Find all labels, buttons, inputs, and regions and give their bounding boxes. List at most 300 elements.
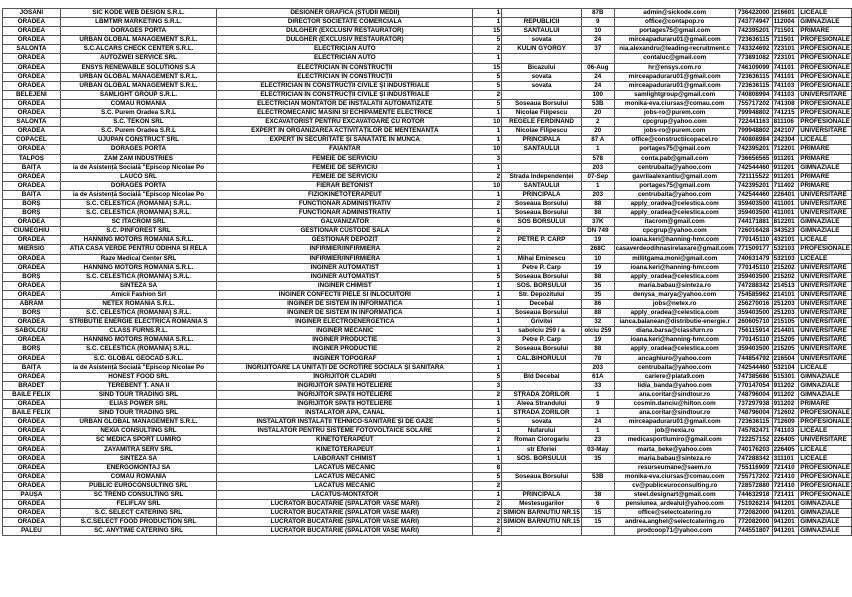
cell-locality[interactable]: JOSANI <box>3 9 61 18</box>
cell-education-level[interactable]: UNIVERSITARE <box>799 345 852 354</box>
cell-occupation[interactable]: FEMEIE DE SERVICIU <box>217 163 473 172</box>
cell-street-number[interactable]: 19 <box>581 236 614 245</box>
cell-cor-code[interactable]: 711402 <box>772 181 799 190</box>
cell-email[interactable]: apply_oradea@celestica.com <box>614 199 735 208</box>
cell-street-number[interactable] <box>581 527 614 536</box>
cell-locality[interactable]: BORȘ <box>3 345 61 354</box>
cell-phone[interactable]: 742395201 <box>735 181 772 190</box>
cell-locality[interactable]: ORADEA <box>3 472 61 481</box>
cell-cor-code[interactable]: 723101 <box>772 45 799 54</box>
cell-street-number[interactable]: 37 <box>581 45 614 54</box>
cell-locality[interactable]: ORADEA <box>3 172 61 181</box>
cell-cor-code[interactable]: 214401 <box>772 327 799 336</box>
cell-street[interactable]: SANTAULUI <box>502 181 582 190</box>
cell-vacancies[interactable]: 3 <box>473 381 502 390</box>
cell-employer[interactable]: URBAN GLOBAL MANAGEMENT S.R.L. <box>60 72 216 81</box>
cell-locality[interactable]: SALONTA <box>3 45 61 54</box>
cell-cor-code[interactable]: 941201 <box>772 500 799 509</box>
cell-email[interactable]: jobs-ro@purem.com <box>614 127 735 136</box>
cell-cor-code[interactable]: 311101 <box>772 454 799 463</box>
cell-locality[interactable]: ORADEA <box>3 500 61 509</box>
cell-street[interactable]: PETRE P. CARP <box>502 236 582 245</box>
cell-street-number[interactable]: 87 A <box>581 136 614 145</box>
cell-vacancies[interactable]: 1 <box>473 363 502 372</box>
cell-email[interactable]: apply_oradea@celestica.com <box>614 345 735 354</box>
cell-phone[interactable]: 755717202 <box>735 472 772 481</box>
cell-vacancies[interactable]: 1 <box>473 9 502 18</box>
cell-phone[interactable]: 736422000 <box>735 9 772 18</box>
cell-street-number[interactable]: 20 <box>581 109 614 118</box>
cell-street-number[interactable]: 15 <box>581 518 614 527</box>
cell-email[interactable]: resurseumane@saem.ro <box>614 463 735 472</box>
cell-employer[interactable]: SINTEZA SA <box>60 281 216 290</box>
cell-occupation[interactable]: INGINER ELECTROENERGETICA <box>217 318 473 327</box>
cell-street-number[interactable]: 03-May <box>581 445 614 454</box>
cell-education-level[interactable]: PROFESIONALE <box>800 481 850 489</box>
cell-email[interactable]: ianca.balanean@distributie-energie.r <box>614 318 735 327</box>
cell-employer[interactable]: S.C. Purem Oradea S.R.L <box>60 127 216 136</box>
cell-education-level[interactable]: GIMNAZIALE <box>799 218 852 227</box>
cell-cor-code[interactable]: 911201 <box>772 172 799 181</box>
cell-education-level[interactable]: PROFESIONALE <box>800 81 850 89</box>
cell-education-level[interactable]: GIMNAZIALE <box>799 18 852 27</box>
cell-occupation[interactable]: ÎNGRIJITOR SPAȚII HOTELIERE <box>217 390 473 399</box>
cell-vacancies[interactable]: 2 <box>473 509 502 518</box>
cell-education-level[interactable]: GIMNAZIALE <box>799 518 852 527</box>
cell-occupation[interactable]: EXPERT ÎN SECURITATE ȘI SĂNĂTATE ÎN MUNCĂ <box>217 136 473 145</box>
cell-cor-code[interactable]: 712609 <box>772 418 799 427</box>
cell-education-level[interactable]: LICEALE <box>799 427 852 436</box>
cell-education-level[interactable]: PROFESIONALE <box>800 36 850 44</box>
cell-street-number[interactable]: 9 <box>581 18 614 27</box>
cell-education-level[interactable]: GIMNAZIALE <box>799 500 852 509</box>
cell-vacancies[interactable]: 2 <box>473 436 502 445</box>
cell-occupation[interactable]: ELECTRICIAN ÎN CONSTRUCȚII CIVILE ȘI INDUSTRIALE <box>217 90 473 99</box>
cell-cor-code[interactable]: 251203 <box>772 309 799 318</box>
cell-street-number[interactable]: 06-Aug <box>581 63 614 72</box>
cell-vacancies[interactable]: 1 <box>473 300 502 309</box>
cell-education-level[interactable]: LICEALE <box>799 254 852 263</box>
cell-occupation[interactable]: FEMEIE DE SERVICIU <box>217 154 473 163</box>
cell-street-number[interactable]: 53B <box>581 99 614 108</box>
cell-phone[interactable]: 770145110 <box>735 336 772 345</box>
cell-street-number[interactable]: 1 <box>581 409 614 418</box>
cell-street[interactable]: Nicolae Filipescu <box>502 127 582 136</box>
cell-employer[interactable]: SINTEZA SA <box>60 454 216 463</box>
cell-occupation[interactable]: FUNCTIONAR ADMINISTRATIV <box>217 209 473 218</box>
cell-vacancies[interactable]: 1 <box>473 445 502 454</box>
cell-email[interactable]: ancaghiuro@yahoo.com <box>614 354 735 363</box>
cell-locality[interactable]: ORADEA <box>3 181 61 190</box>
cell-employer[interactable]: DORAGES PORTA <box>60 145 216 154</box>
cell-street[interactable]: sovata <box>502 72 582 81</box>
cell-education-level[interactable]: PROFESIONALE <box>800 99 850 107</box>
cell-street[interactable] <box>502 9 582 18</box>
cell-phone[interactable]: 723636115 <box>735 72 772 81</box>
cell-street-number[interactable]: 88 <box>581 272 614 281</box>
cell-education-level[interactable]: PROFESIONALE <box>800 245 850 253</box>
cell-employer[interactable]: S.C. CELESTICA (ROMANIA) S.R.L. <box>60 199 216 208</box>
cell-cor-code[interactable]: 712201 <box>772 145 799 154</box>
cell-phone[interactable]: 770145110 <box>735 263 772 272</box>
cell-occupation[interactable]: LUCRATOR BUCATARIE (SPALATOR VASE MARI) <box>217 509 473 518</box>
cell-education-level[interactable]: LICEALE <box>799 454 852 463</box>
cell-employer[interactable]: S.C. Purem Oradea S.R.L <box>60 109 216 118</box>
cell-street[interactable]: SIMION BARNUTIU NR.15 <box>503 518 580 526</box>
cell-street-number[interactable]: 268C <box>581 245 614 254</box>
cell-employer[interactable]: S.C. SELECT CATERING SRL <box>60 509 216 518</box>
cell-street-number[interactable]: 78 <box>581 354 614 363</box>
cell-cor-code[interactable]: 515301 <box>772 372 799 381</box>
cell-phone[interactable]: 754585962 <box>735 290 772 299</box>
cell-employer[interactable]: S.C. CELESTICA (ROMANIA) S.R.L. <box>60 309 216 318</box>
cell-employer[interactable]: COMAU ROMANIA <box>60 99 216 108</box>
cell-vacancies[interactable]: 3 <box>473 336 502 345</box>
cell-occupation[interactable]: INGINER AUTOMATIST <box>217 263 473 272</box>
cell-employer[interactable]: ZAM ZAM INDUSTRIES <box>60 154 216 163</box>
cell-email[interactable]: gavrilaalexantiu@gmail.com <box>614 172 735 181</box>
cell-education-level[interactable]: UNIVERSITARE <box>799 290 852 299</box>
cell-cor-code[interactable]: 741101 <box>772 63 799 72</box>
cell-vacancies[interactable]: 10 <box>473 145 502 154</box>
cell-street[interactable]: Soseaua Borsului <box>502 199 582 208</box>
cell-occupation[interactable]: FEMEIE DE SERVICIU <box>217 172 473 181</box>
cell-email[interactable]: ana.coritar@sindtour.ro <box>614 390 735 399</box>
cell-street-number[interactable]: 578 <box>581 154 614 163</box>
cell-street-number[interactable]: 07-Sep <box>581 172 614 181</box>
cell-cor-code[interactable]: 532103 <box>772 254 799 263</box>
cell-occupation[interactable]: INGINER TOPOGRAF <box>217 354 473 363</box>
cell-vacancies[interactable]: 15 <box>473 27 502 36</box>
cell-street[interactable]: Soseaua Borsului <box>502 345 582 354</box>
cell-email[interactable]: ioana.keri@hanning-hmr.com <box>614 236 735 245</box>
cell-locality[interactable]: PALEU <box>3 527 61 536</box>
cell-occupation[interactable]: FAIANTAR <box>217 145 473 154</box>
cell-email[interactable]: centrubaita@yahoo.com <box>614 163 735 172</box>
cell-employer[interactable]: URBAN GLOBAL MANAGEMENT S.R.L. <box>60 81 216 90</box>
cell-occupation[interactable]: INGINER MECANIC <box>217 327 473 336</box>
cell-street-number[interactable] <box>581 463 614 472</box>
cell-email[interactable]: office@contapop.ro <box>614 18 735 27</box>
cell-phone[interactable]: 723636115 <box>735 36 772 45</box>
cell-street[interactable]: sovata <box>502 418 582 427</box>
cell-locality[interactable]: ORADEA <box>3 99 61 108</box>
cell-cor-code[interactable]: 911202 <box>772 381 799 390</box>
cell-phone[interactable]: 770147054 <box>735 381 772 390</box>
cell-occupation[interactable]: GESTIONAR CUSTODE SALA <box>217 227 473 236</box>
cell-locality[interactable]: ORADEA <box>3 27 61 36</box>
cell-email[interactable]: monika-eva.ciursas@comau.com <box>614 99 735 108</box>
cell-occupation[interactable]: INFIRMIER/INFIRMIERA <box>217 254 473 263</box>
cell-street[interactable]: str Eforiei <box>502 445 582 454</box>
cell-street-number[interactable]: 32 <box>581 318 614 327</box>
cell-phone[interactable]: 772082000 <box>735 518 772 527</box>
cell-cor-code[interactable]: 721410 <box>772 481 799 490</box>
cell-occupation[interactable]: INGINER DE SISTEM ÎN INFORMATICĂ <box>217 300 473 309</box>
cell-phone[interactable]: 745782471 <box>735 427 772 436</box>
cell-cor-code[interactable]: 242304 <box>772 136 799 145</box>
cell-employer[interactable]: HANNING MOTORS ROMANIA S.R.L. <box>60 263 216 272</box>
cell-street[interactable]: SOS BORSULUI <box>502 218 582 227</box>
cell-locality[interactable]: BĂILE FELIX <box>3 390 61 399</box>
cell-street-number[interactable]: 86 <box>581 300 614 309</box>
cell-occupation[interactable]: INSTALATOR INSTALAȚII TEHNICO-SANITARE ȘI DE GAZE <box>217 418 473 427</box>
cell-street[interactable]: Mestesugarilor <box>502 500 582 509</box>
cell-phone[interactable]: 740808994 <box>735 90 772 99</box>
cell-vacancies[interactable]: 2 <box>473 390 502 399</box>
cell-street-number[interactable]: 88 <box>581 209 614 218</box>
cell-education-level[interactable]: PRIMARE <box>799 400 852 409</box>
cell-phone[interactable]: 772082000 <box>735 509 772 518</box>
cell-locality[interactable]: ORADEA <box>3 236 61 245</box>
cell-phone[interactable]: 742395201 <box>735 27 772 36</box>
cell-occupation[interactable]: INGINER CHIMIST <box>217 281 473 290</box>
cell-street[interactable]: CAL.BIHORULUI <box>502 354 582 363</box>
cell-vacancies[interactable]: 5 <box>473 418 502 427</box>
cell-email[interactable]: lidia_banda@yahoo.com <box>614 381 735 390</box>
cell-cor-code[interactable]: 711501 <box>772 36 799 45</box>
cell-employer[interactable]: S.C.SELECT FOOD PRODUCTION SRL <box>60 518 216 527</box>
cell-email[interactable]: office@constructiicopacel.ro <box>614 136 735 145</box>
cell-vacancies[interactable]: 3 <box>473 154 502 163</box>
cell-education-level[interactable]: GIMNAZIALE <box>799 163 852 172</box>
cell-vacancies[interactable]: 8 <box>473 463 502 472</box>
cell-email[interactable]: medicasportlumiro@gmail.com <box>614 436 735 445</box>
cell-employer[interactable]: ENSYS RENEWABLE SOLUTIONS S.A <box>60 63 216 72</box>
cell-occupation[interactable]: ÎNGRIJITOARE LA UNITĂȚI DE OCROTIRE SOCIALĂ ȘI SANITARĂ <box>217 363 473 372</box>
cell-phone[interactable]: 747288342 <box>735 281 772 290</box>
cell-employer[interactable]: HANNING MOTORS ROMANIA S.R.L. <box>60 336 216 345</box>
cell-occupation[interactable]: INSTALATOR PENTRU SISTEME FOTOVOLTAICE SOLARE <box>217 427 473 436</box>
cell-occupation[interactable]: FIERAR BETONIST <box>217 181 473 190</box>
cell-vacancies[interactable]: 2 <box>473 500 502 509</box>
cell-street[interactable]: Strada Independenței <box>502 172 582 181</box>
cell-cor-code[interactable]: 721410 <box>772 463 799 472</box>
cell-employer[interactable]: URBAN GLOBAL MANAGEMENT S.R.L. <box>60 418 216 427</box>
cell-cor-code[interactable]: 911201 <box>772 154 799 163</box>
cell-employer[interactable]: SC MEDICA SPORT LUMIRO <box>60 436 216 445</box>
cell-employer[interactable]: ATIA CASA VERDE PENTRU ODIHNA SI RELA <box>60 245 216 254</box>
cell-email[interactable]: marta_beke@yahoo.com <box>614 445 735 454</box>
cell-street-number[interactable]: 100 <box>581 90 614 99</box>
cell-locality[interactable]: COPĂCEL <box>3 136 61 145</box>
cell-email[interactable]: nia.alexandru@leading-recruitment.c <box>614 45 735 54</box>
cell-email[interactable]: apply_oradea@celestica.com <box>614 272 735 281</box>
cell-street[interactable]: KULIN GYORGY <box>502 45 582 54</box>
cell-vacancies[interactable]: 1 <box>473 281 502 290</box>
cell-street[interactable] <box>502 481 582 490</box>
cell-occupation[interactable]: GESTIONAR DEPOZIT <box>217 236 473 245</box>
cell-locality[interactable]: ORADEA <box>3 372 61 381</box>
cell-vacancies[interactable]: 2 <box>473 172 502 181</box>
cell-email[interactable]: job@nexia.ro <box>614 427 735 436</box>
cell-street[interactable]: Aleea Strandului <box>502 400 582 409</box>
cell-phone[interactable]: 722257152 <box>735 436 772 445</box>
cell-employer[interactable]: ia de Asistență Socială "Episcop Nicolae Po <box>60 363 216 372</box>
cell-education-level[interactable]: PROFESIONALE <box>800 472 850 480</box>
cell-street-number[interactable]: 88 <box>581 345 614 354</box>
cell-vacancies[interactable]: 5 <box>473 372 502 381</box>
cell-vacancies[interactable]: 5 <box>473 72 502 81</box>
cell-locality[interactable]: ORADEA <box>3 318 61 327</box>
cell-vacancies[interactable]: 1 <box>473 163 502 172</box>
cell-cor-code[interactable]: 741103 <box>772 427 799 436</box>
cell-street[interactable] <box>502 463 582 472</box>
cell-email[interactable]: hr@ensys.com.ro <box>614 63 735 72</box>
cell-email[interactable]: jobs-ro@purem.com <box>614 109 735 118</box>
cell-occupation[interactable]: ELECTRICIAN ÎN CONSTRUCȚII CIVILE ȘI INDUSTRIALE <box>217 81 473 90</box>
cell-email[interactable]: portages75@gmail.com <box>614 145 735 154</box>
cell-education-level[interactable]: LICEALE <box>799 136 852 145</box>
cell-vacancies[interactable]: 2 <box>473 236 502 245</box>
cell-street[interactable] <box>502 90 582 99</box>
cell-street-number[interactable]: 1 <box>581 390 614 399</box>
cell-locality[interactable]: CIUMEGHIU <box>3 227 61 236</box>
cell-street-number[interactable]: olciu 259 <box>581 327 614 336</box>
cell-cor-code[interactable]: 941201 <box>772 509 799 518</box>
cell-vacancies[interactable]: 1 <box>473 127 502 136</box>
cell-employer[interactable]: S.C. GLOBAL GEOCAD S.R.L. <box>60 354 216 363</box>
cell-street-number[interactable]: 19 <box>581 263 614 272</box>
cell-street-number[interactable]: 35 <box>581 454 614 463</box>
cell-locality[interactable]: ORADEA <box>3 454 61 463</box>
cell-occupation[interactable]: INFIRMIER/INFIRMIERA <box>217 245 473 254</box>
cell-email[interactable]: cv@publiceuroconsulting.ro <box>614 481 735 490</box>
cell-street[interactable]: sabolciu 259 / a <box>502 327 582 336</box>
cell-email[interactable]: andrea.anghel@selectcatering.ro <box>614 518 735 527</box>
cell-street[interactable]: Soseaua Borsului <box>502 209 582 218</box>
cell-occupation[interactable]: LUCRATOR BUCATARIE (SPALATOR VASE MARI) <box>217 500 473 509</box>
cell-street[interactable]: REPUBLICII <box>502 18 582 27</box>
cell-vacancies[interactable]: 1 <box>473 400 502 409</box>
cell-email[interactable]: mirceapaduraru01@gmail.com <box>614 81 735 90</box>
cell-street[interactable]: Soseaua Borsului <box>502 99 582 108</box>
cell-vacancies[interactable]: 1 <box>473 354 502 363</box>
cell-locality[interactable]: ORADEA <box>3 400 61 409</box>
cell-education-level[interactable]: UNIVERSITARE <box>799 272 852 281</box>
cell-phone[interactable]: 740808984 <box>735 136 772 145</box>
cell-education-level[interactable]: UNIVERSITARE <box>799 190 852 199</box>
cell-employer[interactable]: ELIAS POWER SRL <box>60 400 216 409</box>
cell-street-number[interactable]: 33 <box>581 381 614 390</box>
cell-vacancies[interactable]: 5 <box>473 81 502 90</box>
cell-education-level[interactable]: PRIMARE <box>799 154 852 163</box>
cell-email[interactable]: centrubaita@yahoo.com <box>614 363 735 372</box>
cell-street[interactable] <box>502 154 582 163</box>
cell-occupation[interactable]: FIZIOKINETOTERAPEUT <box>217 190 473 199</box>
cell-locality[interactable]: BĂIȚA <box>3 363 61 372</box>
cell-phone[interactable]: 723636115 <box>735 81 772 90</box>
cell-education-level[interactable]: PRIMARE <box>799 27 852 36</box>
cell-occupation[interactable]: ELECTRICIAN ÎN CONSTRUCȚII <box>217 72 473 81</box>
cell-street[interactable] <box>502 527 582 536</box>
cell-email[interactable]: pensiunea_ardealul@yahoo.com <box>614 500 735 509</box>
cell-email[interactable]: cariere@piata9.com <box>614 372 735 381</box>
cell-email[interactable]: portages75@gmail.com <box>614 181 735 190</box>
cell-phone[interactable]: 744854792 <box>735 354 772 363</box>
cell-occupation[interactable]: ELECTRICIAN ÎN CONSTRUCȚII <box>217 63 473 72</box>
cell-employer[interactable]: S.C. CELESTICA (ROMANIA) S.R.L. <box>60 345 216 354</box>
cell-email[interactable]: cpcgrup@yahoo.com <box>614 118 735 127</box>
cell-education-level[interactable]: PROFESIONALE <box>800 63 850 71</box>
cell-occupation[interactable]: INGINER PRODUCTIE <box>217 336 473 345</box>
cell-email[interactable]: jobs@netex.ro <box>614 300 735 309</box>
cell-phone[interactable]: 746109099 <box>735 63 772 72</box>
cell-vacancies[interactable]: 10 <box>473 118 502 127</box>
cell-cor-code[interactable]: 432101 <box>772 236 799 245</box>
cell-education-level[interactable]: GIMNAZIALE <box>799 390 852 399</box>
cell-occupation[interactable]: DULGHER (EXCLUSIV RESTAURATOR) <box>217 36 473 45</box>
cell-employer[interactable]: Amicii Fashion Srl <box>60 290 216 299</box>
cell-phone[interactable]: 773891082 <box>735 54 772 63</box>
cell-email[interactable]: portages75@gmail.com <box>614 27 735 36</box>
cell-vacancies[interactable]: 1 <box>473 54 502 63</box>
cell-street[interactable]: Nufarului <box>502 427 582 436</box>
cell-locality[interactable]: ORADEA <box>3 218 61 227</box>
cell-phone[interactable]: 756115914 <box>735 327 772 336</box>
cell-street[interactable]: Bld Decebal <box>502 372 582 381</box>
cell-street-number[interactable]: 24 <box>581 418 614 427</box>
cell-cor-code[interactable]: 711501 <box>772 27 799 36</box>
cell-education-level[interactable]: UNIVERSITARE <box>799 281 852 290</box>
cell-education-level[interactable]: GIMNAZIALE <box>799 381 852 390</box>
cell-street-number[interactable]: 203 <box>581 363 614 372</box>
cell-street-number[interactable]: 1 <box>581 427 614 436</box>
cell-locality[interactable]: ORADEA <box>3 263 61 272</box>
cell-cor-code[interactable]: 251203 <box>772 300 799 309</box>
cell-employer[interactable]: COMAU ROMANIA <box>60 472 216 481</box>
cell-email[interactable]: mirceapaduraru01@gmail.com <box>614 72 735 81</box>
cell-locality[interactable]: BELEJENI <box>3 90 61 99</box>
cell-occupation[interactable]: INGINER PRODUCTIE <box>217 345 473 354</box>
cell-phone[interactable]: 755116909 <box>735 463 772 472</box>
cell-street-number[interactable]: 35 <box>581 290 614 299</box>
cell-street-number[interactable]: 37K <box>581 218 614 227</box>
cell-vacancies[interactable]: 1 <box>473 454 502 463</box>
cell-street-number[interactable]: 20 <box>581 127 614 136</box>
cell-phone[interactable]: 742395201 <box>735 145 772 154</box>
cell-email[interactable]: maria.babau@sinteza.ro <box>614 281 735 290</box>
cell-education-level[interactable]: PROFESIONALE <box>800 72 850 80</box>
cell-cor-code[interactable]: 112004 <box>772 18 799 27</box>
cell-locality[interactable]: ORADEA <box>3 145 61 154</box>
cell-vacancies[interactable]: 1 <box>473 190 502 199</box>
cell-employer[interactable]: UJUPAN CONSTRUCT SRL <box>60 136 216 145</box>
cell-phone[interactable]: 748796004 <box>735 409 772 418</box>
cell-street-number[interactable]: 10 <box>581 254 614 263</box>
cell-locality[interactable]: ORADEA <box>3 54 61 63</box>
cell-street[interactable]: SANTAULUI <box>502 145 582 154</box>
cell-locality[interactable]: BORȘ <box>3 199 61 208</box>
cell-locality[interactable]: ORADEA <box>3 18 61 27</box>
cell-vacancies[interactable]: 6 <box>473 218 502 227</box>
cell-cor-code[interactable]: 226405 <box>772 436 799 445</box>
cell-email[interactable]: ioana.keri@hanning-hmr.com <box>614 336 735 345</box>
cell-locality[interactable]: ORADEA <box>3 109 61 118</box>
cell-occupation[interactable]: EXCAVATORIST PENTRU EXCAVATOARE CU ROTOR <box>217 118 473 127</box>
cell-education-level[interactable]: UNIVERSITARE <box>799 318 852 327</box>
cell-street[interactable]: Nicolae Filipescu <box>502 109 582 118</box>
cell-street-number[interactable]: 24 <box>581 36 614 45</box>
cell-email[interactable]: steel.designart@gmail.com <box>614 490 735 499</box>
cell-phone[interactable]: 359403500 <box>735 272 772 281</box>
cell-occupation[interactable]: INGINER CONFECTII PIELE SI ÎNLOCUITORI <box>217 290 473 299</box>
cell-locality[interactable]: TALPOȘ <box>3 154 61 163</box>
cell-cor-code[interactable]: 741308 <box>772 99 799 108</box>
cell-education-level[interactable]: PROFESIONALE <box>800 45 850 53</box>
cell-street[interactable]: Roman Ciorogariu <box>502 436 582 445</box>
cell-employer[interactable]: CLASS FURNS.R.L. <box>60 327 216 336</box>
